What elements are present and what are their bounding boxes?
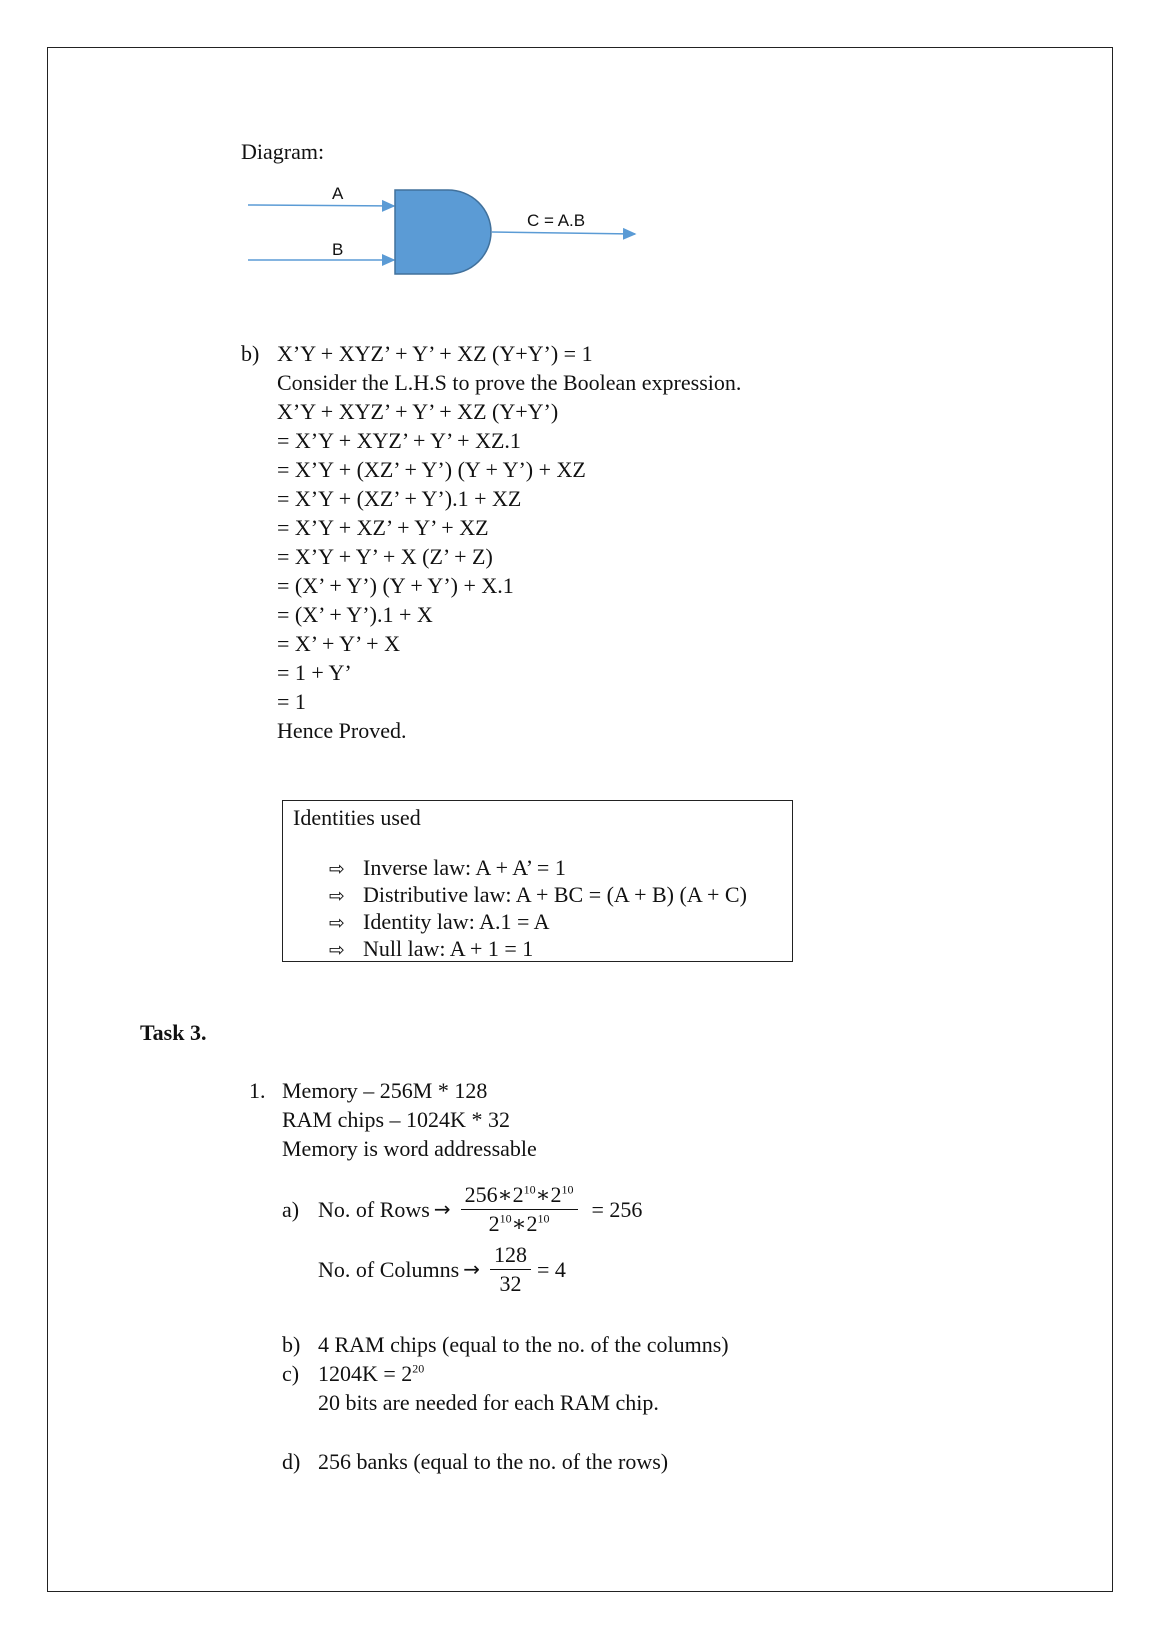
proof-step: = (X’ + Y’) (Y + Y’) + X.1 [277, 573, 514, 598]
proof-step: = (X’ + Y’).1 + X [277, 602, 433, 627]
part-d-text: 256 banks (equal to the no. of the rows) [318, 1449, 669, 1474]
rows-denominator: $2^{10}∗2^{10}$ [488, 1210, 550, 1236]
proof-step: X’Y + XYZ’ + Y’ + XZ (Y+Y’) [277, 399, 559, 424]
proof-step: = X’Y + XZ’ + Y’ + XZ [277, 515, 489, 540]
arrow-bullet-icon: ⇨ [329, 858, 345, 880]
part-b-intro: Consider the L.H.S to prove the Boolean expression. [277, 370, 742, 395]
proof-step: = X’ + Y’ + X [277, 631, 400, 656]
identity-item: ⇨ Null law: A + 1 = 1 [329, 934, 747, 961]
input-b-label: B [332, 240, 344, 259]
arrow-bullet-icon: ⇨ [329, 912, 345, 934]
proof-step: = X’Y + XYZ’ + Y’ + XZ.1 [277, 428, 521, 453]
columns-numerator: 128 [490, 1241, 531, 1270]
identities-box [282, 800, 793, 962]
given-line: Memory – 256M * 128 [282, 1078, 488, 1103]
columns-fraction [490, 1241, 531, 1298]
input-a-label: A [332, 184, 344, 203]
proof-step: = X’Y + (XZ’ + Y’).1 + XZ [277, 486, 522, 511]
columns-result: = 4 [536, 1256, 566, 1282]
columns-denominator: 32 [499, 1270, 522, 1296]
identity-item: ⇨ Inverse law: A + A’ = 1 [329, 853, 747, 880]
right-arrow-icon: → [433, 1196, 451, 1221]
and-gate-shape [395, 190, 491, 274]
part-c-marker: c) [282, 1361, 300, 1386]
part-b2-text: 4 RAM chips (equal to the no. of the columns) [318, 1332, 729, 1357]
part-d-marker: d) [282, 1449, 301, 1474]
proof-conclusion: Hence Proved. [277, 718, 407, 743]
and-gate-diagram [240, 175, 660, 285]
proof-step: = X’Y + Y’ + X (Z’ + Z) [277, 544, 493, 569]
part-c-formula: $1204K = 2^{20}$ [318, 1361, 425, 1386]
arrow-bullet-icon: ⇨ [329, 885, 345, 907]
part-a-marker: a) [282, 1197, 300, 1222]
rows-result: = 256 [591, 1196, 643, 1222]
identities-title: Identities used [293, 805, 421, 830]
rows-numerator: $256∗2^{10}∗2^{10}$ [461, 1181, 578, 1210]
proof-step: = 1 [277, 689, 306, 714]
proof-step: = 1 + Y’ [277, 660, 352, 685]
part-c-text: 20 bits are needed for each RAM chip. [318, 1390, 659, 1415]
output-wire [492, 232, 635, 234]
output-label: C = A.B [527, 211, 586, 230]
identity-item: ⇨ Identity law: A.1 = A [329, 907, 747, 934]
columns-label: No. of Columns [318, 1256, 460, 1282]
identities-list [329, 853, 747, 961]
arrow-bullet-icon: ⇨ [329, 939, 345, 961]
task3-given [282, 1076, 537, 1163]
part-b-proof [277, 339, 741, 745]
right-arrow-icon: → [463, 1256, 480, 1281]
given-line: RAM chips – 1024K * 32 [282, 1107, 510, 1132]
part-b-marker: b) [241, 341, 260, 366]
rows-fraction [461, 1181, 578, 1238]
rows-calculation [318, 1180, 642, 1238]
task3-heading: Task 3. [140, 1020, 207, 1045]
identity-item: ⇨ Distributive law: A + BC = (A + B) (A + C) [329, 880, 747, 907]
input-a-wire [248, 205, 394, 206]
columns-calculation [318, 1240, 566, 1298]
given-line: Memory is word addressable [282, 1136, 537, 1161]
proof-step: = X’Y + (XZ’ + Y’) (Y + Y’) + XZ [277, 457, 586, 482]
rows-label: No. of Rows [318, 1196, 430, 1222]
task3-item-marker: 1. [249, 1078, 266, 1103]
part-b-statement: X’Y + XYZ’ + Y’ + XZ (Y+Y’) = 1 [277, 341, 593, 366]
diagram-heading: Diagram: [241, 139, 325, 164]
part-b2-marker: b) [282, 1332, 301, 1357]
